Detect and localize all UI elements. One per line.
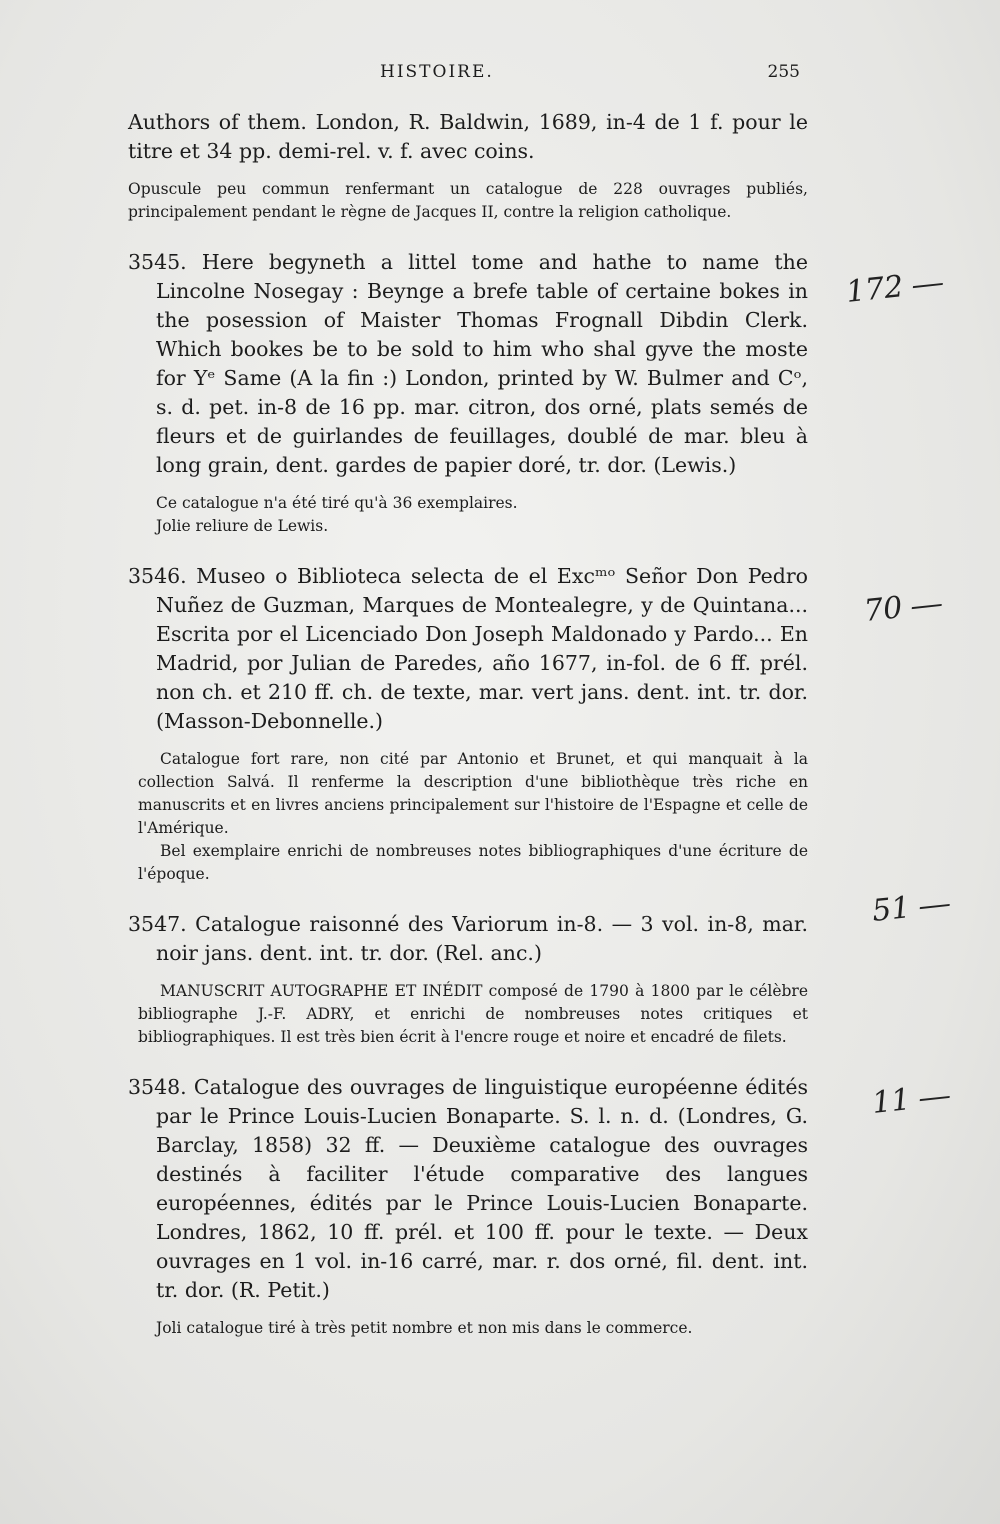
entry-note: Jolie reliure de Lewis.	[156, 517, 329, 535]
price-annotation-3545: 172 ―	[844, 265, 945, 310]
entry-note: Ce catalogue n'a été tiré qu'à 36 exemplaires.	[156, 494, 518, 512]
entry-3545	[128, 248, 808, 538]
entry-notes	[128, 748, 808, 886]
entry-number: 3547.	[128, 912, 187, 936]
entry-number: 3546.	[128, 564, 187, 588]
entry-body: Here begyneth a littel tome and hathe to name the Lincolne Nosegay : Beynge a brefe table of certaine bokes in the posession of Maister Thomas Frognall Dibdin Clerk. Which bookes be to be sold to him who shal gyve the moste for Yᵉ Same (A la fin :) London, printed by W. Bulmer and Cᵒ, s. d. pet. in-8 de 16 pp. mar. citron, dos orné, plats semés de fleurs et de guirlandes de feuillages, doublé de mar. bleu à long grain, dent. gardes de papier doré, tr. dor. (Lewis.)	[156, 250, 808, 477]
entry-3547	[128, 910, 808, 1049]
entry-3546	[128, 562, 808, 886]
continuation-note: Opuscule peu commun renfermant un catalogue de 228 ouvrages publiés, principalement pendant le règne de Jacques II, contre la religion catholique.	[128, 180, 808, 221]
entry-number: 3548.	[128, 1075, 187, 1099]
entry-number: 3545.	[128, 250, 187, 274]
price-annotation-3546: 70 ―	[862, 586, 944, 629]
entry-notes	[128, 492, 808, 538]
entry-body: Catalogue des ouvrages de linguistique européenne édités par le Prince Louis-Lucien Bonaparte. S. l. n. d. (Londres, G. Barclay, 1858) 32 ff. — Deuxième catalogue des ouvrages destinés à faciliter l'étude comparative des langues européennes, édités par le Prince Louis-Lucien Bonaparte. Londres, 1862, 10 ff. prél. et 100 ff. pour le texte. — Deux ouvrages en 1 vol. in-16 carré, mar. r. dos orné, fil. dent. int. tr. dor. (R. Petit.)	[156, 1075, 808, 1302]
entry-body: Museo o Biblioteca selecta de el Excᵐᵒ Señor Don Pedro Nuñez de Guzman, Marques de Montealegre, y de Quintana... Escrita por el Licenciado Don Joseph Maldonado y Pardo... En Madrid, por Julian de Paredes, año 1677, in-fol. de 6 ff. prél. non ch. et 210 ff. ch. de texte, mar. vert jans. dent. int. tr. dor. (Masson-Debonnelle.)	[156, 564, 808, 733]
entry-notes	[128, 1317, 808, 1340]
entry-text	[128, 562, 808, 736]
entry-note: MANUSCRIT AUTOGRAPHE ET INÉDIT composé de 1790 à 1800 par le célèbre bibliographe J.-F. ADRY, et enrichi de nombreuses notes critiques et bibliographiques. Il est très bien écrit à l'encre rouge et noire et encadré de filets.	[138, 982, 808, 1046]
entry-text	[128, 1073, 808, 1305]
entry-3548	[128, 1073, 808, 1340]
entry-notes	[128, 980, 808, 1049]
continuation-note-block	[128, 178, 808, 224]
page-number: 255	[767, 62, 800, 82]
entry-body: Catalogue raisonné des Variorum in-8. — 3 vol. in-8, mar. noir jans. dent. int. tr. dor. (Rel. anc.)	[156, 912, 808, 965]
entry-note: Joli catalogue tiré à très petit nombre et non mis dans le commerce.	[156, 1319, 693, 1337]
entry-note: Bel exemplaire enrichi de nombreuses notes bibliographiques d'une écriture de l'époque.	[138, 842, 808, 883]
entry-text	[128, 248, 808, 480]
price-annotation-3547: 51 ―	[870, 886, 952, 929]
price-annotation-3548: 11 ―	[870, 1078, 952, 1121]
page-body	[128, 108, 808, 1364]
running-head-title: HISTOIRE.	[380, 62, 494, 82]
continuation-text: Authors of them. London, R. Baldwin, 1689, in-4 de 1 f. pour le titre et 34 pp. demi-rel. v. f. avec coins.	[128, 110, 808, 163]
entry-note: Catalogue fort rare, non cité par Antonio et Brunet, et qui manquait à la collection Salvá. Il renferme la description d'une bibliothèque très riche en manuscrits et en livres anciens principalement sur l'histoire de l'Espagne et celle de l'Amérique.	[138, 750, 808, 837]
entry-text	[128, 910, 808, 968]
